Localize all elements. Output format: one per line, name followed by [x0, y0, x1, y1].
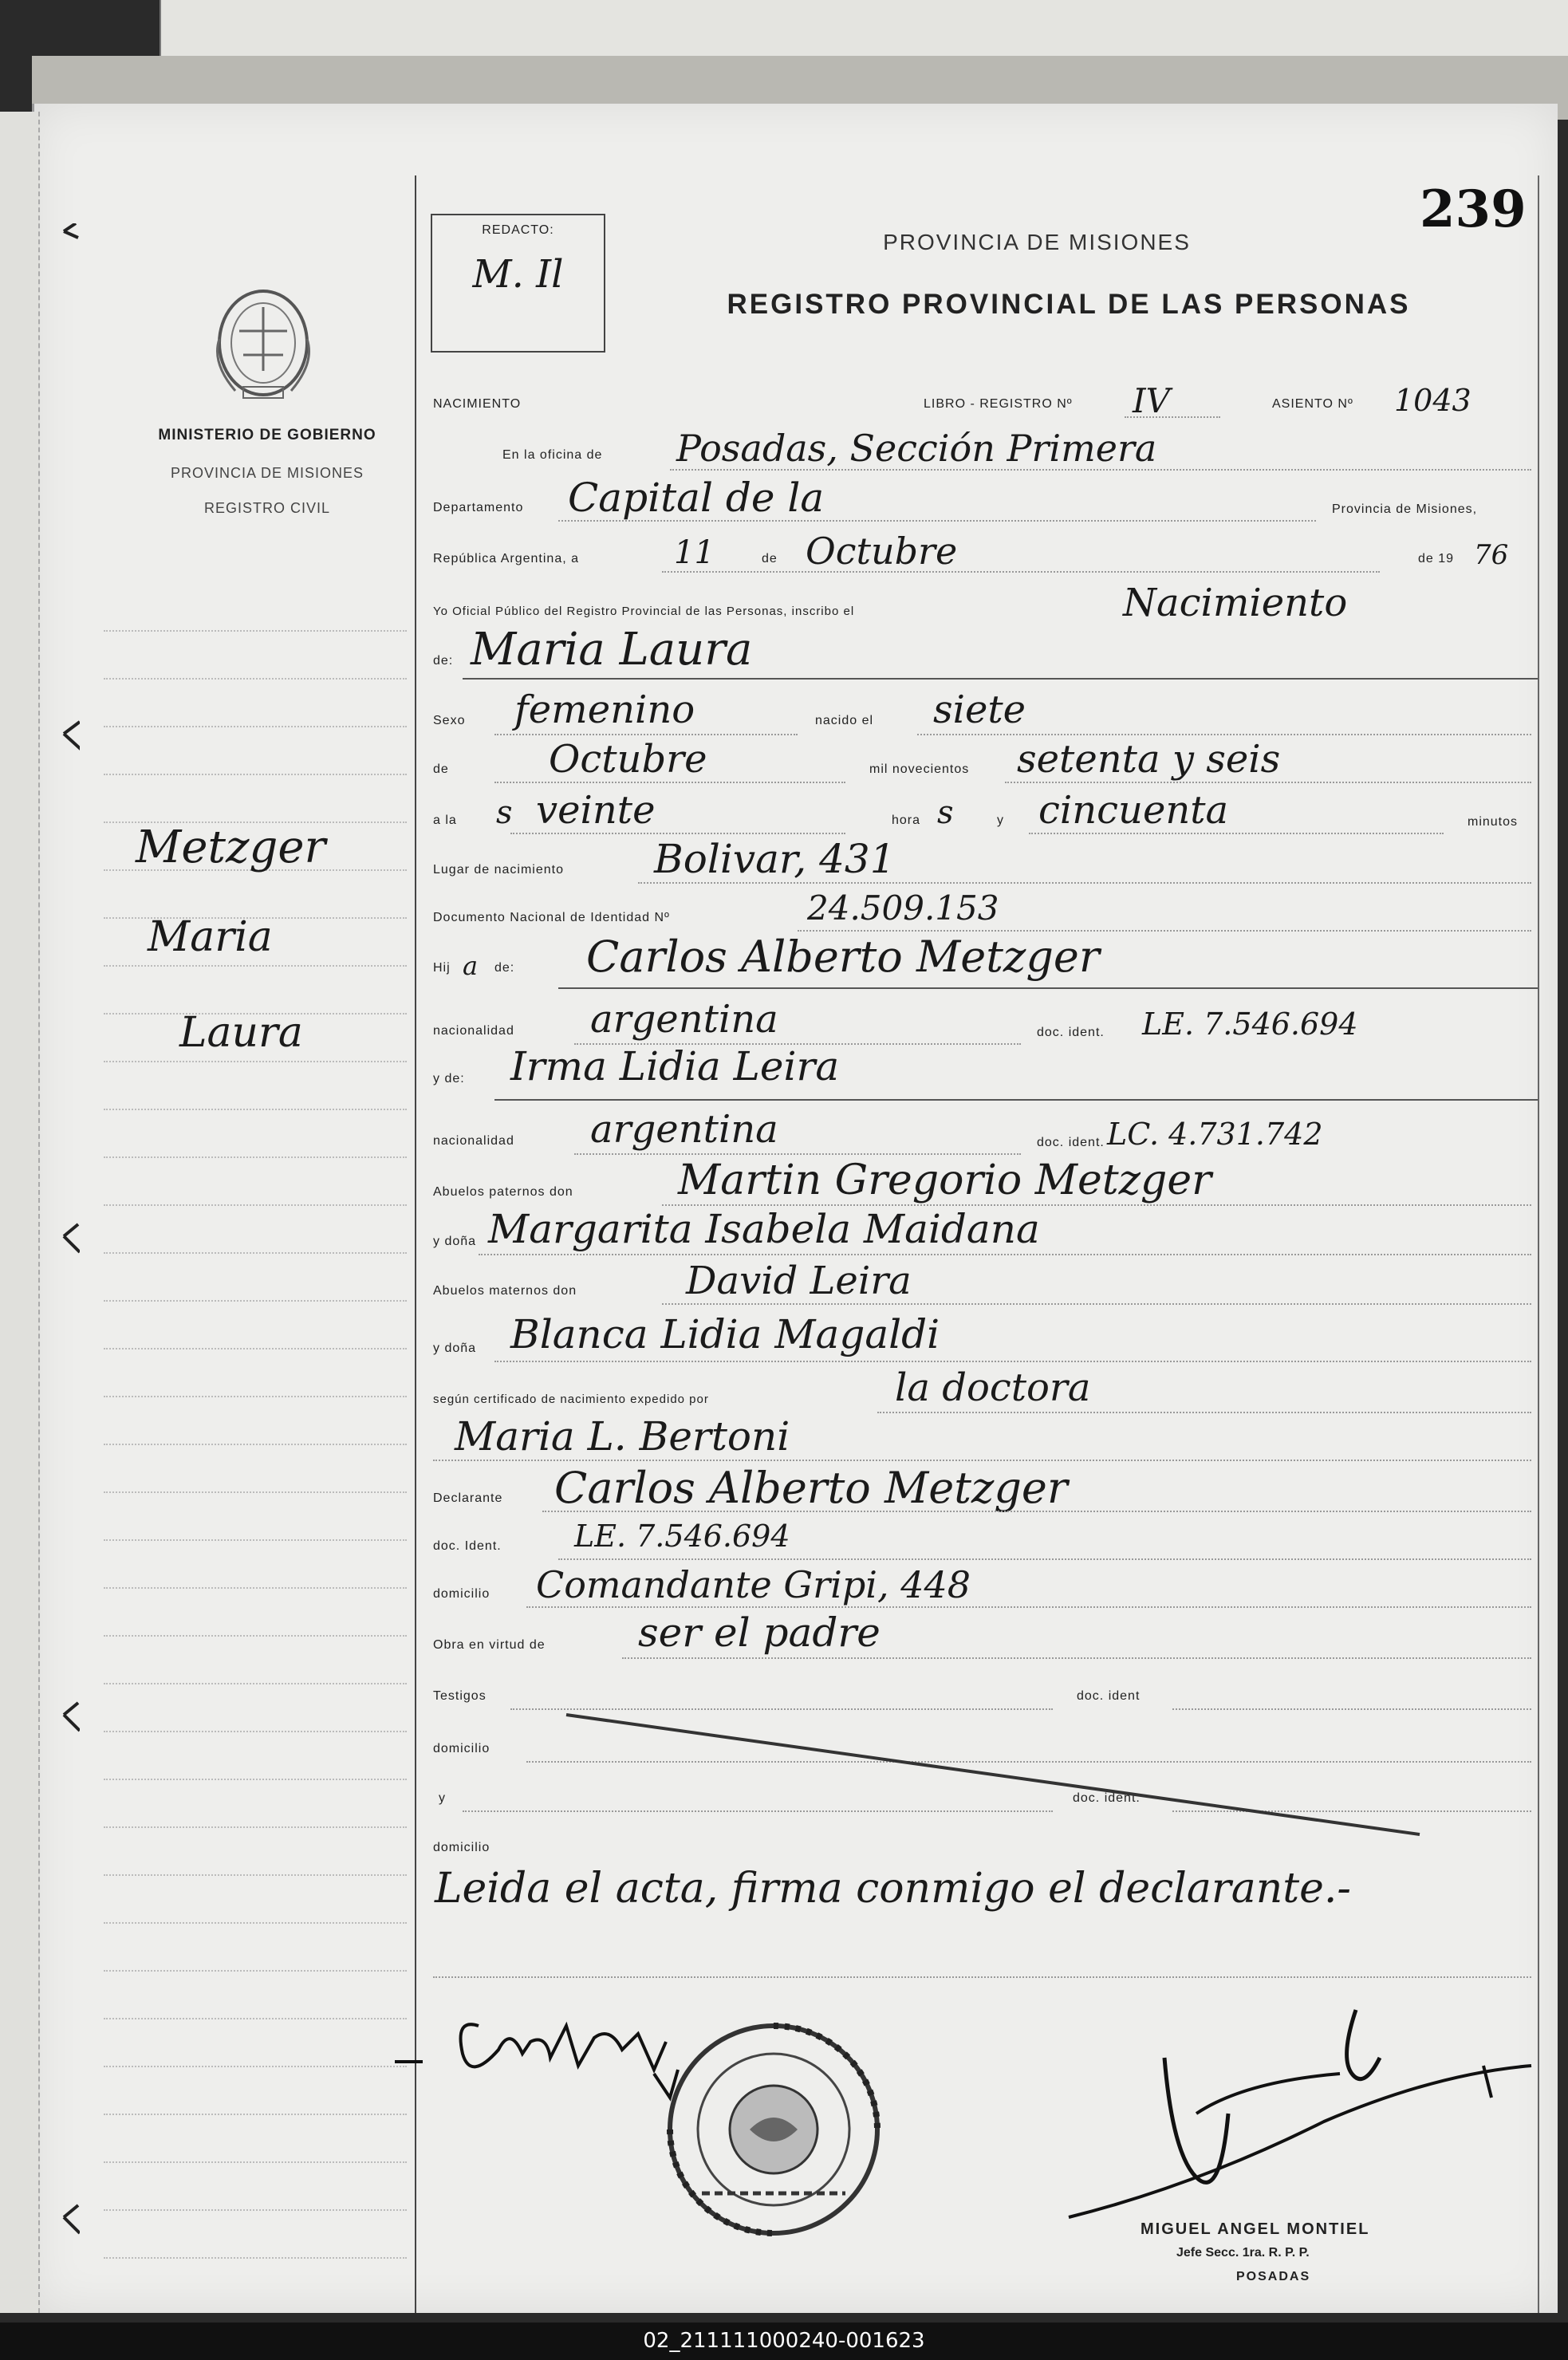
margin-first-name: Maria — [148, 913, 273, 961]
nacido-value: siete — [933, 688, 1026, 732]
official-role: Jefe Secc. 1ra. R. P. P. — [1176, 2246, 1310, 2260]
abuela-paterna-value: Margarita Isabela Maidana — [488, 1206, 1040, 1252]
obra-value: ser el padre — [638, 1609, 881, 1656]
declarante-value: Carlos Alberto Metzger — [554, 1463, 1068, 1513]
scan-file-id: 02_211111000240-001623 — [0, 2323, 1568, 2360]
inscribo-value: Nacimiento — [1123, 581, 1348, 625]
oficina-value: Posadas, Sección Primera — [676, 427, 1157, 470]
padre-doc-label: doc. ident. — [1037, 1026, 1105, 1039]
redacto-label: REDACTO: — [482, 223, 554, 237]
mes-value: Octubre — [806, 530, 958, 573]
padre-doc-value: LE. 7.546.694 — [1142, 1007, 1358, 1042]
official-name: MIGUEL ANGEL MONTIEL — [1141, 2220, 1370, 2238]
official-stamp-seal — [654, 2010, 893, 2249]
nombre-value: Maria Laura — [471, 624, 753, 676]
page-number: 239 — [1420, 179, 1527, 239]
segun-label: según certificado de nacimiento expedido por — [433, 1393, 709, 1406]
strikethrough-line — [558, 1699, 1436, 1842]
provincial-seal-icon — [203, 283, 323, 411]
madre-value: Irma Lidia Leira — [510, 1043, 840, 1089]
hijo-a: a — [463, 951, 479, 981]
domicilio-value: Comandante Gripi, 448 — [536, 1563, 971, 1606]
padre-value: Carlos Alberto Metzger — [586, 932, 1100, 982]
declarante-label: Declarante — [433, 1491, 503, 1505]
de-label: de — [762, 552, 778, 565]
margin-second-name: Laura — [179, 1009, 303, 1057]
departamento-value: Capital de la — [568, 475, 825, 521]
dia-value: 11 — [674, 534, 715, 571]
horas-label: hora — [892, 814, 921, 827]
de2-label: de: — [433, 654, 454, 668]
official-signature — [1037, 1994, 1547, 2249]
testigo-y-label: y — [439, 1791, 446, 1805]
libro-label: LIBRO - REGISTRO Nº — [924, 397, 1073, 411]
abuelo-materno-value: David Leira — [686, 1259, 912, 1303]
nacido-label: nacido el — [815, 714, 874, 727]
dni-label: Documento Nacional de Identidad Nº — [433, 911, 670, 924]
mil-label: mil novecientos — [869, 762, 970, 776]
abuelo-paterno-value: Martin Gregorio Metzger — [678, 1156, 1211, 1204]
left-province-label: PROVINCIA DE MISIONES — [170, 465, 364, 481]
dni-value: 24.509.153 — [807, 888, 999, 928]
alas-s: s — [496, 794, 513, 831]
hijo-de-label: de: — [494, 961, 515, 975]
republica-label: República Argentina, a — [433, 552, 579, 565]
province-title: PROVINCIA DE MISIONES — [883, 230, 1191, 254]
testigos-domicilio-label: domicilio — [433, 1742, 490, 1755]
oficina-label: En la oficina de — [502, 448, 603, 462]
official-city: POSADAS — [1236, 2270, 1311, 2283]
column-divider — [415, 175, 416, 2313]
minutos-value: cincuenta — [1038, 788, 1229, 833]
abuelos-paternos-label: Abuelos paternos don — [433, 1185, 573, 1199]
declarante-doc-value: LE. 7.546.694 — [574, 1519, 790, 1554]
padre-nacionalidad-value: argentina — [590, 997, 778, 1042]
anio-label: de 19 — [1418, 552, 1455, 565]
sexo-value: femenino — [514, 688, 695, 732]
testigo2-doc-label: doc. ident. — [1073, 1791, 1141, 1805]
testigo2-domicilio-label: domicilio — [433, 1841, 490, 1854]
abuela-paterna-label: y doña — [433, 1235, 477, 1248]
nac-mes-value: Octubre — [549, 737, 707, 782]
abuela-materna-value: Blanca Lidia Magaldi — [510, 1311, 940, 1357]
y-label: y — [997, 814, 1004, 827]
alas-label: a la — [433, 814, 457, 827]
segun-value: la doctora — [895, 1365, 1091, 1410]
right-border — [1538, 175, 1539, 2313]
binding-clips — [32, 223, 80, 2297]
margin-surname: Metzger — [136, 821, 326, 873]
obra-label: Obra en virtud de — [433, 1638, 546, 1652]
testigos-doc-label: doc. ident — [1077, 1689, 1141, 1703]
madre-doc-value: LC. 4.731.742 — [1107, 1117, 1323, 1152]
closing-statement: Leida el acta, firma conmigo el declarante.- — [435, 1865, 1352, 1913]
redacto-initials: M. Il — [472, 252, 564, 297]
ministry-label: MINISTERIO DE GOBIERNO — [158, 427, 376, 443]
horas-s: s — [937, 794, 954, 831]
de3-label: de — [433, 762, 449, 776]
departamento-label: Departamento — [433, 501, 524, 514]
abuelos-maternos-label: Abuelos maternos don — [433, 1284, 577, 1298]
asiento-value: 1043 — [1394, 383, 1471, 418]
yde-label: y de: — [433, 1072, 465, 1085]
hora-value: veinte — [536, 788, 656, 833]
anio-value: 76 — [1474, 539, 1509, 571]
madre-doc-label: doc. ident. — [1037, 1136, 1105, 1149]
madre-nacionalidad-label: nacionalidad — [433, 1134, 514, 1148]
madre-nacionalidad-value: argentina — [590, 1107, 778, 1152]
abuela-materna-label: y doña — [433, 1342, 477, 1355]
registry-title: REGISTRO PROVINCIAL DE LAS PERSONAS — [727, 289, 1411, 320]
declarante-doc-label: doc. Ident. — [433, 1539, 502, 1553]
oficial-text: Yo Oficial Público del Registro Provincial de las Personas, inscribo el — [433, 605, 855, 618]
redacto-box — [431, 214, 605, 353]
hijo-label: Hij — [433, 961, 451, 975]
lugar-label: Lugar de nacimiento — [433, 863, 564, 877]
lugar-value: Bolivar, 431 — [654, 836, 896, 882]
sexo-label: Sexo — [433, 714, 466, 727]
doctora-value: Maria L. Bertoni — [455, 1413, 790, 1460]
minutos-label: minutos — [1468, 815, 1519, 829]
testigos-label: Testigos — [433, 1689, 487, 1703]
asiento-label: ASIENTO Nº — [1272, 397, 1353, 411]
libro-value: IV — [1133, 381, 1170, 420]
padre-nacionalidad-label: nacionalidad — [433, 1024, 514, 1038]
domicilio-label: domicilio — [433, 1587, 490, 1601]
nacimiento-label: NACIMIENTO — [433, 397, 522, 411]
mil-value: setenta y seis — [1017, 737, 1281, 782]
civil-registry-label: REGISTRO CIVIL — [203, 500, 331, 516]
provincia-misiones-label: Provincia de Misiones, — [1332, 502, 1478, 516]
